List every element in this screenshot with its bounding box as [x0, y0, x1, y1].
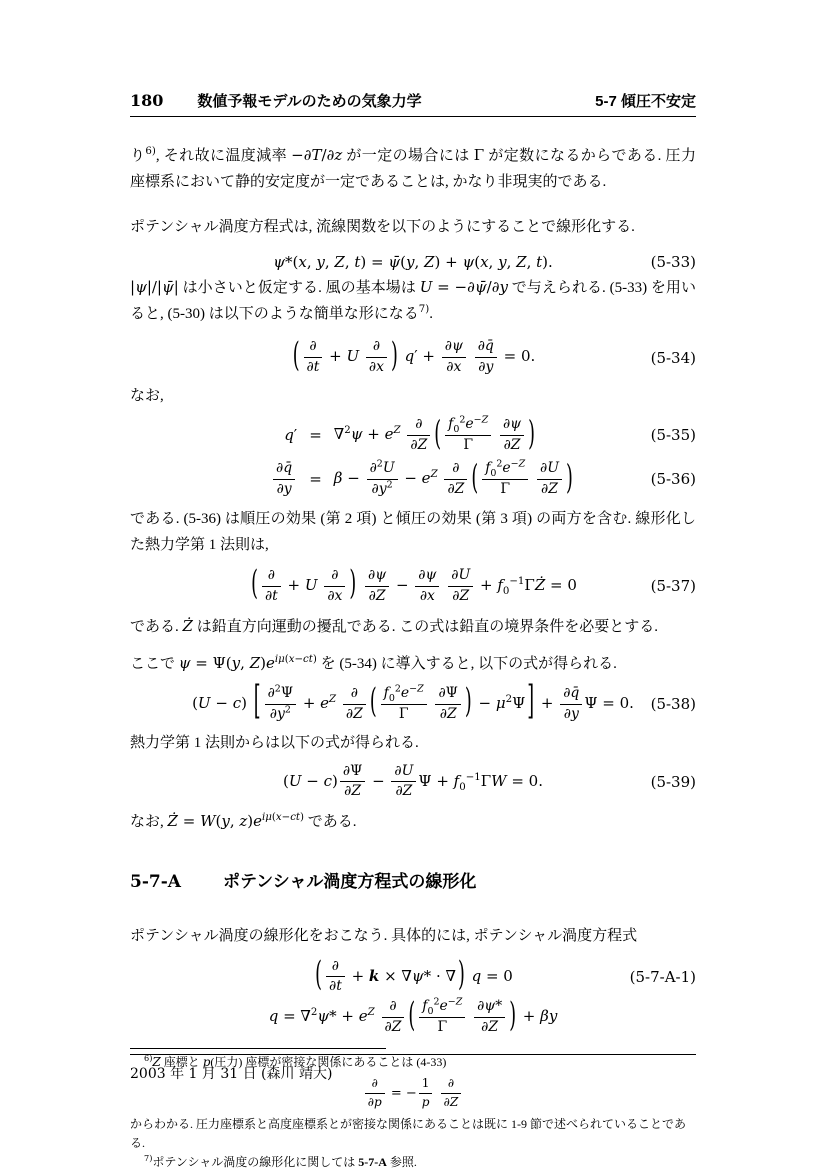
equation-q-definition	[130, 998, 696, 1036]
equation-number-5-37: (5-37)	[650, 577, 696, 595]
equation-5-35	[251, 413, 575, 457]
footnote-7: $^{7)}$ポテンシャル渦度の線形化に関しては 5-7-A 参照.	[144, 1152, 417, 1169]
aligned-equations	[251, 413, 575, 501]
paragraph-nao: なお,	[130, 387, 164, 404]
equation-5-36	[251, 457, 575, 501]
section-label: 5-7-A	[130, 872, 181, 893]
equation-lhs: q′	[284, 426, 298, 444]
equation-number-5-39: (5-39)	[650, 772, 696, 791]
equation-number-5-35: (5-35)	[650, 426, 696, 444]
equation-5-37	[130, 566, 696, 606]
page-number: 180	[130, 91, 164, 110]
equation-lhs: $\frac{\partial q̄}{\partial y}$	[251, 460, 297, 498]
equation-number-5-34: (5-34)	[650, 348, 696, 367]
paragraph-wave-substitution: ここで ψ = Ψ(y, $Z)e^{i\mu(x-ct)}$ を (5-34) に導入すると, 以下の式が得られる.	[130, 653, 617, 672]
footnote-6-line1: $^{6)}$Z 座標と p(圧力) 座標が密接な関係にあることは (4-33)	[144, 1053, 447, 1070]
paragraph-appendix-intro: ポテンシャル渦度の線形化をおこなう. 具体的には, ポテンシャル渦度方程式	[130, 928, 638, 945]
equation-5-7-A-1	[130, 958, 696, 996]
equation-number-5-36: (5-36)	[650, 470, 696, 488]
equation-body: ( $\frac{\partial}{\partial t}$ + U $\frac{\partial}{\partial x}$ ) $\frac{\partial\psi}{\partial Z}$ − $\frac{\partial\psi}{\partial x}$ $\frac{\partial U}{\partial Z}$ + $f_0^{-1}\Gamma Ż = 0$	[251, 565, 577, 604]
equation-body: $\frac{\partial}{\partial p}$ = − $\frac{1}{p}$ $\frac{\partial}{\partial Z}$	[363, 1086, 464, 1101]
equation-body: ( $\frac{\partial}{\partial t}$ + U $\frac{\partial}{\partial x}$ ) q′ + $\frac{\partial\psi}{\partial x}$ $\frac{\partial q̄}{\partial y}$ = 0.	[292, 337, 536, 376]
equation-body: ψ*(x, y, Z, t) = ψ̄(y, Z) + ψ(x, y, Z, t).	[273, 252, 553, 271]
page-footer	[130, 1054, 696, 1083]
page-header	[130, 0, 696, 117]
book-title: 数値予報モデルのための気象力学	[197, 93, 422, 110]
paragraph-lapse-rate: り$^{6)}$, それ故に温度減率 −∂T/∂z が一定の場合には Γ が定数になるからである. 圧力座標系において静的安定度が一定であることは, かなり非現実的である.	[130, 146, 696, 190]
paragraph-basic-flow: |ψ|/|ψ̄| は小さいと仮定する. 風の基本場は U = −∂ψ̄/∂y で与えられる. (5-33) を用いると, (5-30) は以下のような簡単な形になる$^{7)}$.	[130, 277, 696, 322]
equals-sign: =	[309, 470, 322, 488]
paragraph-barotropic-baroclinic: である. (5-36) は順圧の効果 (第 2 項) と傾圧の効果 (第 3 項) の両方を含む. 線形化した熱力学第 1 法則は,	[130, 511, 696, 553]
equation-5-39	[130, 763, 696, 801]
equals-sign: =	[309, 426, 322, 444]
paragraph-vertical-motion: である. Ż は鉛直方向運動の擾乱である. この式は鉛直の境界条件を必要とする.	[130, 617, 658, 635]
equation-group-5-35-5-36	[130, 413, 696, 501]
section-title: ポテンシャル渦度方程式の線形化	[222, 872, 477, 892]
equation-body: $q = \nabla^2\psi* + e^Z$ $\frac{\partial}{\partial Z}$ ( $\frac{f_0^2e^{-Z}}{\Gamma}$ $\frac{\partial\psi*}{\partial Z}$ ) + βy	[268, 996, 558, 1036]
header-section-label: 5-7 傾圧不安定	[595, 93, 696, 110]
section-heading-5-7-A	[130, 867, 696, 892]
equation-rhs: β − $\frac{\partial^2U}{\partial y^2}$ − $e^Z$ $\frac{\partial}{\partial Z}$ ( $\frac{f_0^2e^{-Z}}{\Gamma}$ $\frac{\partial U}{\partial Z}$ )	[333, 458, 573, 498]
paragraph-first-law: 熱力学第 1 法則からは以下の式が得られる.	[130, 735, 419, 751]
equation-5-38	[130, 680, 696, 726]
text-column	[130, 0, 696, 1169]
equation-body: ( $\frac{\partial}{\partial t}$ + k × ∇ψ* · ∇ ) q = 0	[315, 956, 513, 995]
paragraph-linearization-intro: ポテンシャル渦度方程式は, 流線関数を以下のようにすることで線形化する.	[130, 219, 635, 235]
equation-rhs: $\nabla^2\psi + e^Z$ $\frac{\partial}{\partial Z}$ ( $\frac{f_0^2e^{-Z}}{\Gamma}$ $\frac{\partial\psi}{\partial Z}$ )	[333, 414, 535, 454]
footnote-6-line2: からわかる. 圧力座標系と高度座標系とが密接な関係にあることは既に 1-9 節で述べられていることである.	[130, 1116, 687, 1150]
equation-number-5-33: (5-33)	[650, 252, 696, 271]
equation-number-5-7-A-1: (5-7-A-1)	[629, 967, 696, 986]
equation-5-34	[130, 338, 696, 378]
footer-date: 2003 年 1 月 31 日 (森川 靖大)	[130, 1066, 333, 1082]
equation-body: (U − c) [ $\frac{\partial^2\Psi}{\partial y^2}$ + $e^Z$ $\frac{\partial}{\partial Z}$ ( $\frac{f_0^2e^{-Z}}{\Gamma}$ $\frac{\partial\Psi}{\partial Z}$ ) − $\mu^2\Psi$ ] + $\frac{\partial q̄}{\partial y}$ Ψ = 0.	[192, 680, 634, 726]
equation-body: (U − c) $\frac{\partial\Psi}{\partial Z}$ − $\frac{\partial U}{\partial Z}$ $\Psi + f_0^{-1}\Gamma W = 0$.	[282, 762, 543, 800]
equation-number-5-38: (5-38)	[650, 695, 696, 713]
paragraph-w-definition: なお, Ż = W(y, $z)e^{i\mu(x-ct)}$ である.	[130, 811, 357, 830]
equation-5-33	[130, 253, 696, 271]
footnote-rule	[130, 1048, 386, 1049]
